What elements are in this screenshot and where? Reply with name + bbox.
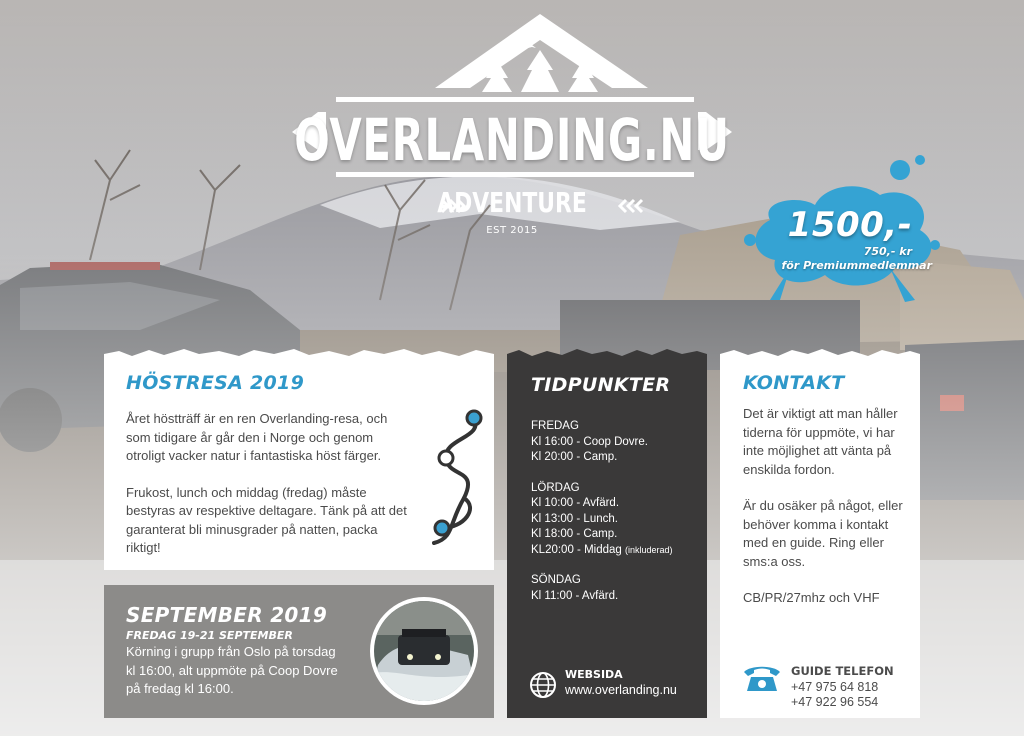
guide-phone-1[interactable]: +47 975 64 818	[791, 680, 879, 694]
websida-label: WEBSIDA	[565, 668, 623, 681]
guide-phone-2[interactable]: +47 922 96 554	[791, 695, 879, 709]
guide-telefon-label: GUIDE TELEFON	[791, 664, 894, 678]
kontakt-panel	[720, 358, 920, 718]
schedule-item: Kl 10:00 - Avfärd.	[531, 497, 620, 509]
september-panel	[104, 585, 494, 718]
schedule-item: Kl 20:00 - Camp.	[531, 451, 618, 463]
websida-url[interactable]: www.overlanding.nu	[565, 683, 677, 697]
tidpunkter-panel	[507, 358, 707, 718]
schedule-item: Kl 11:00 - Avfärd.	[531, 589, 619, 602]
telephone-icon	[742, 663, 782, 693]
price-badge	[760, 205, 940, 273]
schedule-extra: KL20:00 - Middag	[531, 543, 622, 556]
schedule-extra-note: (inkluderad)	[625, 544, 673, 555]
vehicle-photo	[368, 595, 480, 707]
september-dates: FREDAG 19-21 SEPTEMBER	[126, 629, 293, 642]
kontakt-paragraph-1: Det är viktigt att man håller tiderna för uppmöte, vi har inte möjlighet att vänta på enskilda fordon.	[743, 406, 898, 477]
hostresa-title: HÖSTRESA 2019	[126, 372, 305, 394]
hostresa-panel	[104, 358, 494, 570]
torn-edge	[720, 348, 920, 360]
day-fredag: FREDAG	[531, 420, 579, 432]
schedule-item: Kl 18:00 - Camp.	[531, 528, 618, 540]
schedule-item: Kl 13:00 - Lunch.	[531, 512, 618, 525]
member-price: 750,- kr	[863, 245, 912, 258]
kontakt-title: KONTAKT	[743, 372, 845, 394]
price-main: 1500,-	[787, 205, 913, 245]
kontakt-paragraph-2: Är du osäker på något, eller behöver komma i kontakt med en guide. Ring eller sms:a oss.	[743, 498, 903, 569]
hostresa-paragraph-1: Året höstträff är en ren Overlanding-resa, och som tidigare år går den i Norge och genom otroligt vacker natur i fantastiska höst färger.	[126, 411, 388, 463]
tidpunkter-title: TIDPUNKTER	[531, 374, 671, 396]
kontakt-paragraph-3: CB/PR/27mhz och VHF	[743, 590, 880, 605]
logo-subtitle: ADVENTURE	[437, 186, 587, 219]
member-label: för Premiummedlemmar	[781, 259, 932, 272]
torn-edge	[507, 348, 707, 360]
schedule-item	[531, 543, 689, 559]
logo-title: OVERLANDING.NU	[294, 106, 730, 174]
torn-edge	[104, 348, 494, 360]
hostresa-paragraph-2: Frukost, lunch och middag (fredag) måste bestyras av respektive deltagare. Tänk på att det garanterat bli minusgrader på natten, packa riktigt!	[126, 484, 407, 555]
day-sondag: SÖNDAG	[531, 574, 581, 586]
schedule-item: Kl 16:00 - Coop Dovre.	[531, 435, 648, 448]
september-title: SEPTEMBER 2019	[126, 603, 328, 627]
logo-est: EST 2015	[486, 225, 538, 236]
day-lordag: LÖRDAG	[531, 481, 580, 494]
september-text: Körning i grupp från Oslo på torsdag kl 16:00, alt uppmöte på Coop Dovre på fredag kl 16:00.	[126, 644, 338, 696]
globe-icon	[529, 671, 557, 699]
route-map-icon	[424, 398, 494, 558]
